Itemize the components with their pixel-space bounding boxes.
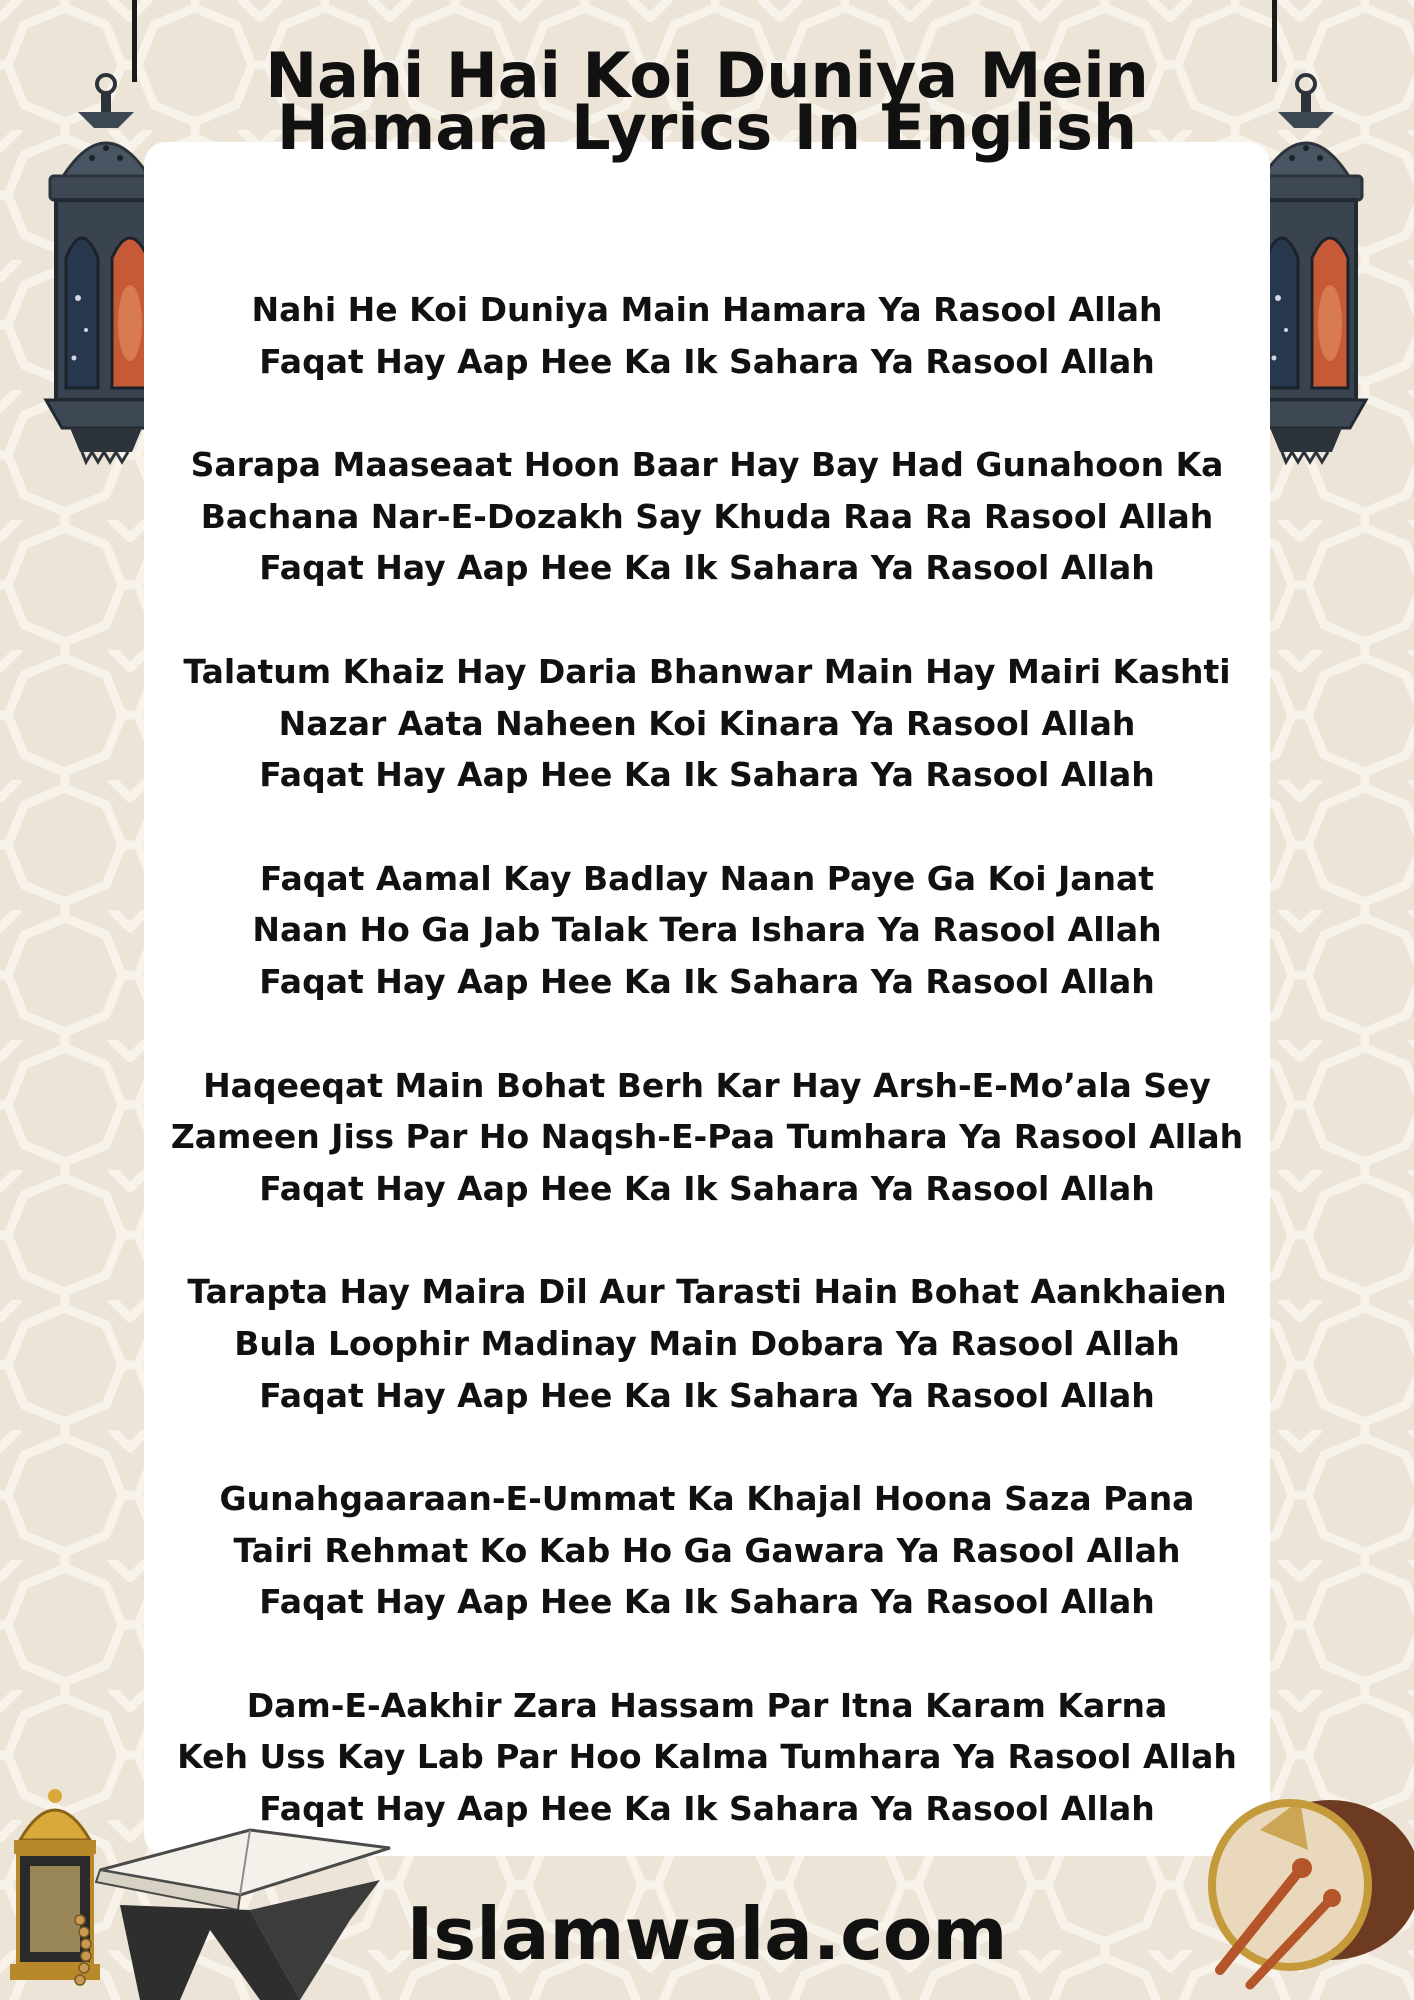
lyric-line: Faqat Hay Aap Hee Ka Ik Sahara Ya Rasool Allah [259,1168,1155,1208]
website-watermark: Islamwala.com [406,1892,1008,1976]
lyric-line: Faqat Hay Aap Hee Ka Ik Sahara Ya Rasool Allah [259,1375,1155,1415]
lyrics-stanza [150,853,1264,1008]
lyric-line: Bula Loophir Madinay Main Dobara Ya Rasool Allah [234,1323,1180,1363]
lyric-line: Bachana Nar-E-Dozakh Say Khuda Raa Ra Rasool Allah [200,496,1214,536]
lyric-line: Talatum Khaiz Hay Daria Bhanwar Main Hay Mairi Kashti [183,651,1231,691]
lyric-line: Faqat Hay Aap Hee Ka Ik Sahara Ya Rasool Allah [259,961,1155,1001]
page-title [180,39,1234,164]
lyrics-stanza [150,284,1264,387]
lyric-line: Dam-E-Aakhir Zara Hassam Par Itna Karam Karna [246,1685,1168,1725]
lyrics-stanza [150,1473,1264,1628]
title-line: Nahi Hai Koi Duniya Mein [265,39,1149,112]
lyric-line: Gunahgaaraan-E-Ummat Ka Khajal Hoona Saza Pana [219,1479,1195,1519]
lyric-line: Naan Ho Ga Jab Talak Tera Ishara Ya Rasool Allah [252,910,1162,950]
lyrics-stanza [150,1266,1264,1421]
lyric-line: Zameen Jiss Par Ho Naqsh-E-Paa Tumhara Ya Rasool Allah [170,1117,1244,1157]
lyric-line: Faqat Hay Aap Hee Ka Ik Sahara Ya Rasool Allah [259,1582,1155,1622]
lyric-line: Faqat Hay Aap Hee Ka Ik Sahara Ya Rasool Allah [259,1789,1155,1829]
lyric-line: Keh Uss Kay Lab Par Hoo Kalma Tumhara Ya Rasool Allah [177,1737,1237,1777]
lyrics-stanza [150,439,1264,594]
daf-drum-icon [1180,1770,1414,2000]
lyrics-stanza [150,1060,1264,1215]
lyrics-body [150,284,1264,1887]
lyric-line: Nahi He Koi Duniya Main Hamara Ya Rasool Allah [251,290,1163,329]
lyric-line: Nazar Aata Naheen Koi Kinara Ya Rasool Allah [278,703,1136,743]
lyric-line: Tairi Rehmat Ko Kab Ho Ga Gawara Ya Rasool Allah [233,1530,1181,1570]
lyrics-stanza [150,646,1264,801]
lyric-line: Tarapta Hay Maira Dil Aur Tarasti Hain Bohat Aankhaien [187,1272,1227,1312]
title-line: Hamara Lyrics In English [276,90,1138,164]
lyric-line: Faqat Hay Aap Hee Ka Ik Sahara Ya Rasool Allah [259,548,1155,588]
lyric-line: Faqat Aamal Kay Badlay Naan Paye Ga Koi Janat [259,858,1155,898]
lyric-line: Faqat Hay Aap Hee Ka Ik Sahara Ya Rasool Allah [259,341,1155,381]
lyric-line: Sarapa Maaseaat Hoon Baar Hay Bay Had Gunahoon Ka [190,445,1224,485]
lyric-line: Haqeeqat Main Bohat Berh Kar Hay Arsh-E-Mo’ala Sey [203,1065,1211,1105]
lyric-line: Faqat Hay Aap Hee Ka Ik Sahara Ya Rasool Allah [259,755,1155,795]
